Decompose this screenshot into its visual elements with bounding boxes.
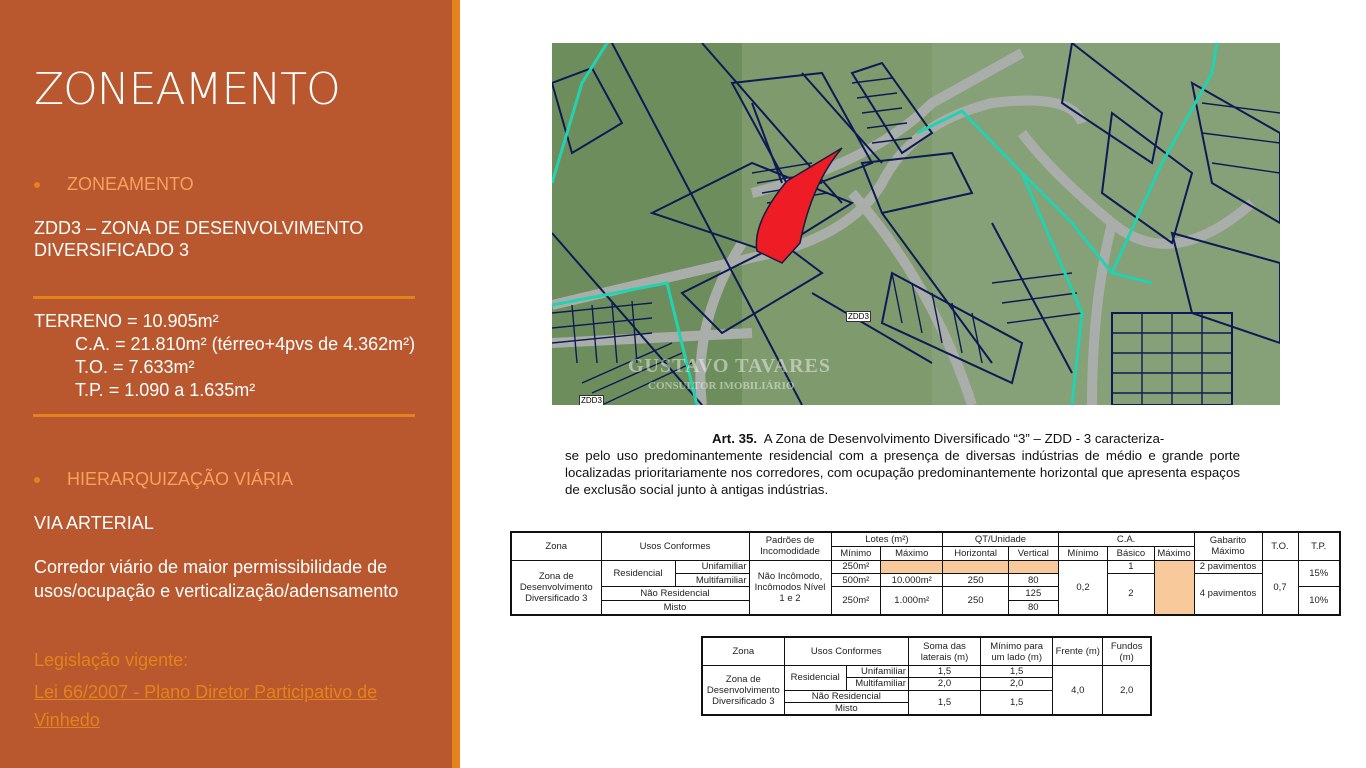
cell-uni-min: 250m²: [831, 560, 881, 573]
cell-gab-uni: 2 pavimentos: [1194, 560, 1262, 573]
zoning-parameters-table: [510, 531, 1341, 616]
cell-nao-residencial: Não Residencial: [601, 587, 749, 600]
cell-multi-max: 10.000m²: [881, 573, 943, 586]
watermark: GUSTAVO TAVARES: [628, 355, 832, 377]
th-frente: Frente (m): [1053, 637, 1103, 666]
th-lotes-min: Mínimo: [831, 547, 881, 560]
cell-uni-v: [1008, 560, 1058, 573]
cell-padroes: Não Incômodo, Incômodos Nível 1 e 2: [749, 560, 831, 615]
cell-multi-v: 80: [1008, 573, 1058, 586]
th-soma: Soma das laterais (m): [908, 637, 980, 666]
cell-tp-rest: 10%: [1298, 587, 1340, 615]
to-value: T.O. = 7.633m²: [75, 357, 195, 377]
cell-uni-min: 1,5: [981, 666, 1053, 678]
cell-nr-h: 250: [943, 587, 1009, 615]
th-zona: Zona: [511, 532, 601, 560]
via-description: Corredor viário de maior permissibilidade de usos/ocupação e verticalização/adensamento: [34, 557, 399, 601]
cell-unifamiliar: Unifamiliar: [846, 666, 908, 678]
terreno-value: TERRENO = 10.905m²: [34, 311, 219, 331]
cell-uni-max: [881, 560, 943, 573]
cell-fundos: 2,0: [1103, 666, 1151, 715]
cell-nr-v: 125: [1008, 587, 1058, 600]
th-minimo: Mínimo para um lado (m): [981, 637, 1053, 666]
cell-residencial: Residencial: [784, 666, 846, 690]
th-qt: QT/Unidade: [943, 532, 1058, 547]
th-usos: Usos Conformes: [784, 637, 908, 666]
th-ca: C.A.: [1058, 532, 1194, 547]
th-qt-v: Vertical: [1008, 547, 1058, 560]
land-figures: [34, 310, 415, 402]
cell-ca-max: [1154, 560, 1194, 615]
th-fundos: Fundos (m): [1103, 637, 1151, 666]
th-qt-h: Horizontal: [943, 547, 1009, 560]
bullet-icon: [34, 182, 40, 188]
accent-bar: [452, 0, 460, 768]
cell-nao-residencial: Não Residencial: [784, 690, 908, 702]
cell-multi-min: 500m²: [831, 573, 881, 586]
cell-nr-soma: 1,5: [908, 690, 980, 715]
th-padroes: Padrões de Incomodidade: [749, 532, 831, 560]
th-to: T.O.: [1262, 532, 1298, 560]
zone-name-line1: ZDD3 – ZONA DE DESENVOLVIMENTO: [34, 218, 364, 238]
cell-unifamiliar: Unifamiliar: [675, 560, 749, 573]
cell-uni-soma: 1,5: [908, 666, 980, 678]
cell-frente: 4,0: [1053, 666, 1103, 715]
article-text: [565, 430, 1240, 498]
th-ca-bas: Básico: [1108, 547, 1154, 560]
article-first-line: [565, 430, 1240, 447]
map-graphic: [552, 43, 1280, 405]
ca-value: C.A. = 21.810m² (térreo+4pvs de 4.362m²): [75, 334, 416, 354]
cell-tp-uni: 15%: [1298, 560, 1340, 587]
tp-value: T.P. = 1.090 a 1.635m²: [75, 380, 256, 400]
cell-to: 0,7: [1262, 560, 1298, 615]
cell-nr-min: 1,5: [981, 690, 1053, 715]
bullet-zoneamento: [34, 174, 194, 195]
th-lotes: Lotes (m²): [831, 532, 943, 547]
slide-title: ZONEAMENTO: [34, 64, 340, 115]
bullet-label: HIERARQUIZAÇÃO VIÁRIA: [67, 469, 294, 489]
article-first-text: A Zona de Desenvolvimento Diversificado “3” – ZDD - 3 caracteriza-: [763, 431, 1165, 446]
zoning-map: [552, 43, 1280, 405]
cell-zona: Zona de Desenvolvimento Diversificado 3: [511, 560, 601, 615]
cell-residencial: Residencial: [601, 560, 675, 587]
cell-ca-bas-rest: 2: [1108, 573, 1154, 615]
cell-multifamiliar: Multifamiliar: [846, 678, 908, 690]
divider-bottom: [33, 414, 415, 417]
cell-multi-h: 250: [943, 573, 1009, 586]
legislation-link[interactable]: Lei 66/2007 - Plano Diretor Participativo de Vinhedo: [34, 682, 378, 730]
bullet-label: ZONEAMENTO: [67, 174, 194, 194]
th-ca-max: Máximo: [1154, 547, 1194, 560]
th-usos: Usos Conformes: [601, 532, 749, 560]
article-heading: Art. 35.: [712, 431, 758, 446]
th-zona: Zona: [702, 637, 784, 666]
th-lotes-max: Máximo: [881, 547, 943, 560]
cell-ca-bas-uni: 1: [1108, 560, 1154, 573]
legislation-label: Legislação vigente:: [34, 650, 189, 670]
th-gabarito: Gabarito Máximo: [1194, 532, 1262, 560]
via-type: VIA ARTERIAL: [34, 513, 154, 533]
cell-ca-min: 0,2: [1058, 560, 1108, 615]
cell-nr-min: 250m²: [831, 587, 881, 615]
bullet-hierarquizacao: [34, 469, 293, 490]
cell-uni-h: [943, 560, 1009, 573]
cell-multi-min: 2,0: [981, 678, 1053, 690]
map-label-zdd3: ZDD3: [848, 312, 869, 321]
cell-misto: Misto: [601, 600, 749, 615]
divider-top: [33, 296, 415, 299]
th-ca-min: Mínimo: [1058, 547, 1108, 560]
cell-misto-v: 80: [1008, 600, 1058, 615]
cell-nr-max: 1.000m²: [881, 587, 943, 615]
cell-zona: Zona de Desenvolvimento Diversificado 3: [702, 666, 784, 715]
setbacks-table: [701, 636, 1152, 716]
th-tp: T.P.: [1298, 532, 1340, 560]
cell-misto: Misto: [784, 702, 908, 715]
watermark-sub: CONSULTOR IMOBILIÁRIO: [648, 380, 795, 392]
cell-gab-rest: 4 pavimentos: [1194, 573, 1262, 615]
cell-multifamiliar: Multifamiliar: [675, 573, 749, 586]
article-body: se pelo uso predominantemente residencial com a presença de diversas indústrias de médio e grande porte localizadas prioritariamente nos corredores, com ocupação predominantemente horizontal que apresenta espaços de exclusão social junto à antigas indústrias.: [565, 448, 1240, 497]
zone-name: [34, 217, 363, 261]
zone-name-line2: DIVERSIFICADO 3: [34, 240, 190, 260]
bullet-icon: [34, 477, 40, 483]
map-label-zdd3-corner: ZDD3: [581, 396, 602, 405]
cell-multi-soma: 2,0: [908, 678, 980, 690]
